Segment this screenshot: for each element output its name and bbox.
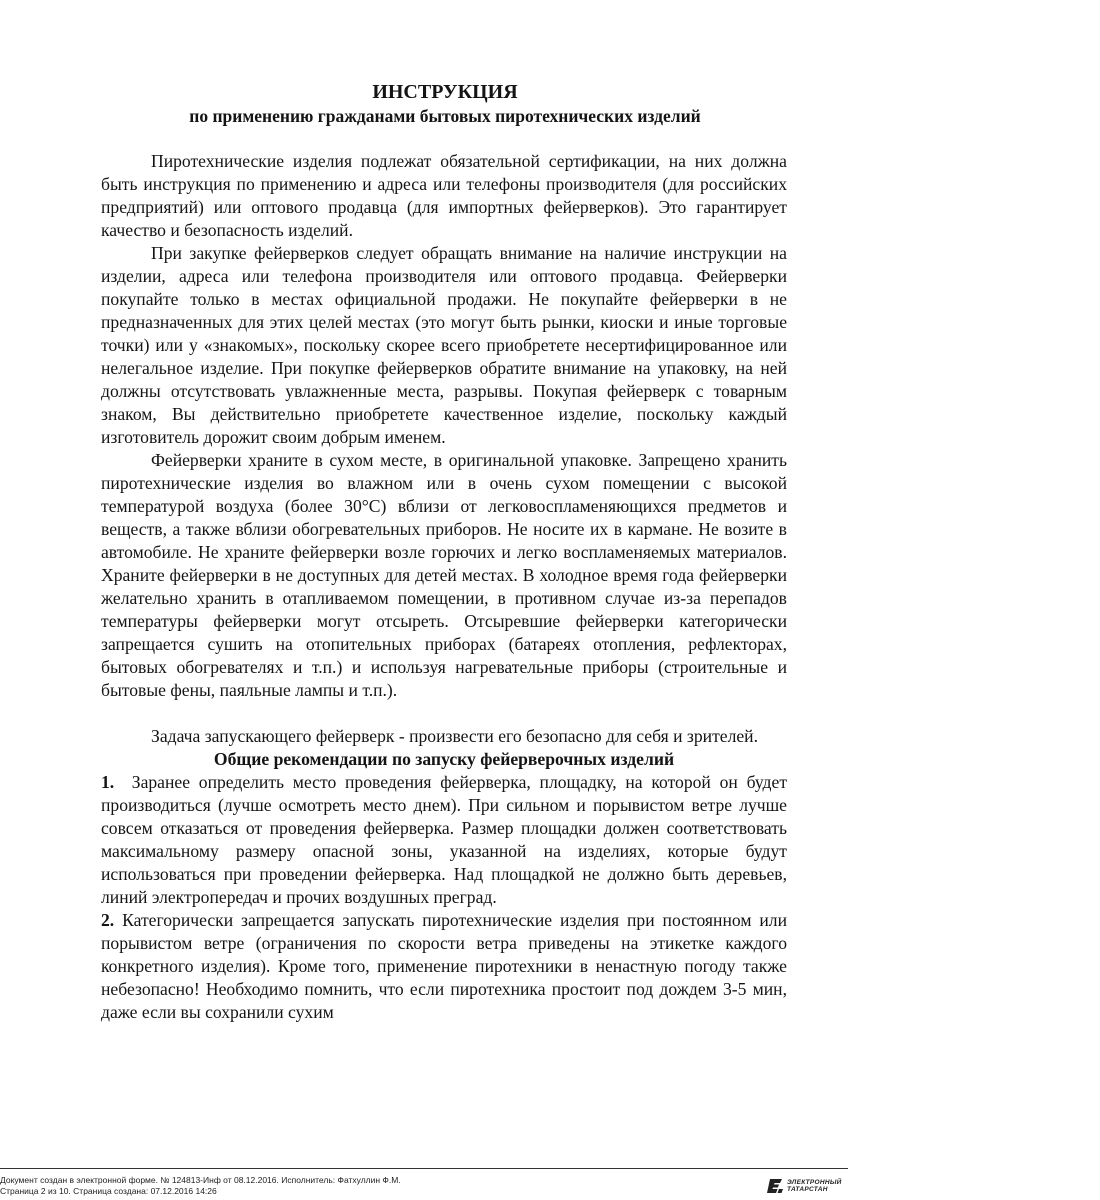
section-heading: Общие рекомендации по запуску фейерверочных изделий (213, 749, 675, 769)
logo-line-1: ЭЛЕКТРОННЫЙ (787, 1178, 842, 1186)
numbered-item-2 (101, 909, 787, 1024)
paragraph-gap (101, 702, 787, 725)
document-body (101, 150, 787, 1024)
item-number: 1. (101, 772, 115, 792)
footer-page-info: Страница 2 из 10. Страница создана: 07.12.2016 14:26 (0, 1186, 217, 1196)
footer-document-info: Документ создан в электронной форме. № 124813-Инф от 08.12.2016. Исполнитель: Фатхуллин Ф.М. (0, 1175, 401, 1185)
paragraph-certification: Пиротехнические изделия подлежат обязательной сертификации, на них должна быть инструкция по применению и адреса или телефоны производителя (для российских предприятий) или оптового продавца (для импортных фейерверков). Это гарантирует качество и безопасность изделий. (101, 151, 787, 240)
item-number: 2. (101, 910, 115, 930)
electronic-tatarstan-logo-icon (766, 1177, 784, 1195)
logo-line-2: ТАТАРСТАН (787, 1186, 828, 1193)
electronic-tatarstan-logo (766, 1176, 846, 1196)
numbered-item-1 (101, 771, 787, 909)
document-footer (0, 1175, 760, 1197)
logo-wordmark (787, 1179, 842, 1194)
paragraph-task: Задача запускающего фейерверк - произвести его безопасно для себя и зрителей. (151, 726, 758, 746)
item-text: Заранее определить место проведения фейерверка, площадку, на которой он будет производиться (лучше осмотреть место днем). При сильном и порывистом ветре лучше совсем отказаться от проведения фейерверка. Размер площадки должен соответствовать максимальному размеру опасной зоны, указанной на изделиях, которые будут использоваться при проведении фейерверка. Над площадкой не должно быть деревьев, линий электропередач и прочих воздушных преград. (101, 772, 788, 907)
paragraph-storage: Фейерверки храните в сухом месте, в оригинальной упаковке. Запрещено хранить пиротехнические изделия во влажном или в очень сухом помещении с высокой температурой воздуха (более 30°С) вблизи от легковоспламеняющихся предметов и веществ, а также вблизи обогревательных приборов. Не носите их в кармане. Не возите в автомобиле. Не храните фейерверки возле горючих и легко воспламеняемых материалов. Храните фейерверки в не доступных для детей местах. В холодное время года фейерверки желательно хранить в отапливаемом помещении, в противном случае из-за перепадов температуры фейерверки могут отсыреть. Отсыревшие фейерверки категорически запрещается сушить на отопительных приборах (батареях отопления, рефлекторах, бытовых обогревателях и т.п.) и используя нагревательные приборы (строительные и бытовые фены, паяльные лампы и т.п.). (101, 450, 787, 700)
paragraph-purchase: При закупке фейерверков следует обращать внимание на наличие инструкции на изделии, адреса или телефона производителя или оптового продавца. Фейерверки покупайте только в местах официальной продажи. Не покупайте фейерверки в не предназначенных для этих целей местах (это могут быть рынки, киоски и иные торговые точки) или у «знакомых», поскольку скорее всего приобретете несертифицированное или нелегальное изделие. При покупке фейерверков обратите внимание на упаковку, на ней должны отсутствовать увлажненные места, разрывы. Покупая фейерверк с товарным знаком, Вы действительно приобретете качественное изделие, поскольку каждый изготовитель дорожит своим добрым именем. (101, 243, 787, 447)
footer-divider (0, 1168, 848, 1169)
document-subtitle: по применению гражданами бытовых пиротехнических изделий (189, 106, 701, 126)
document-title: ИНСТРУКЦИЯ (372, 81, 518, 103)
item-text: Категорически запрещается запускать пиротехнические изделия при постоянном или порывистом ветре (ограничения по скорости ветра приведены на этикетке каждого конкретного изделия). Кроме того, применение пиротехники в ненастную погоду также небезопасно! Необходимо помнить, что если пиротехника простоит под дождем 3-5 мин, даже если вы сохранили сухим (101, 910, 787, 1022)
